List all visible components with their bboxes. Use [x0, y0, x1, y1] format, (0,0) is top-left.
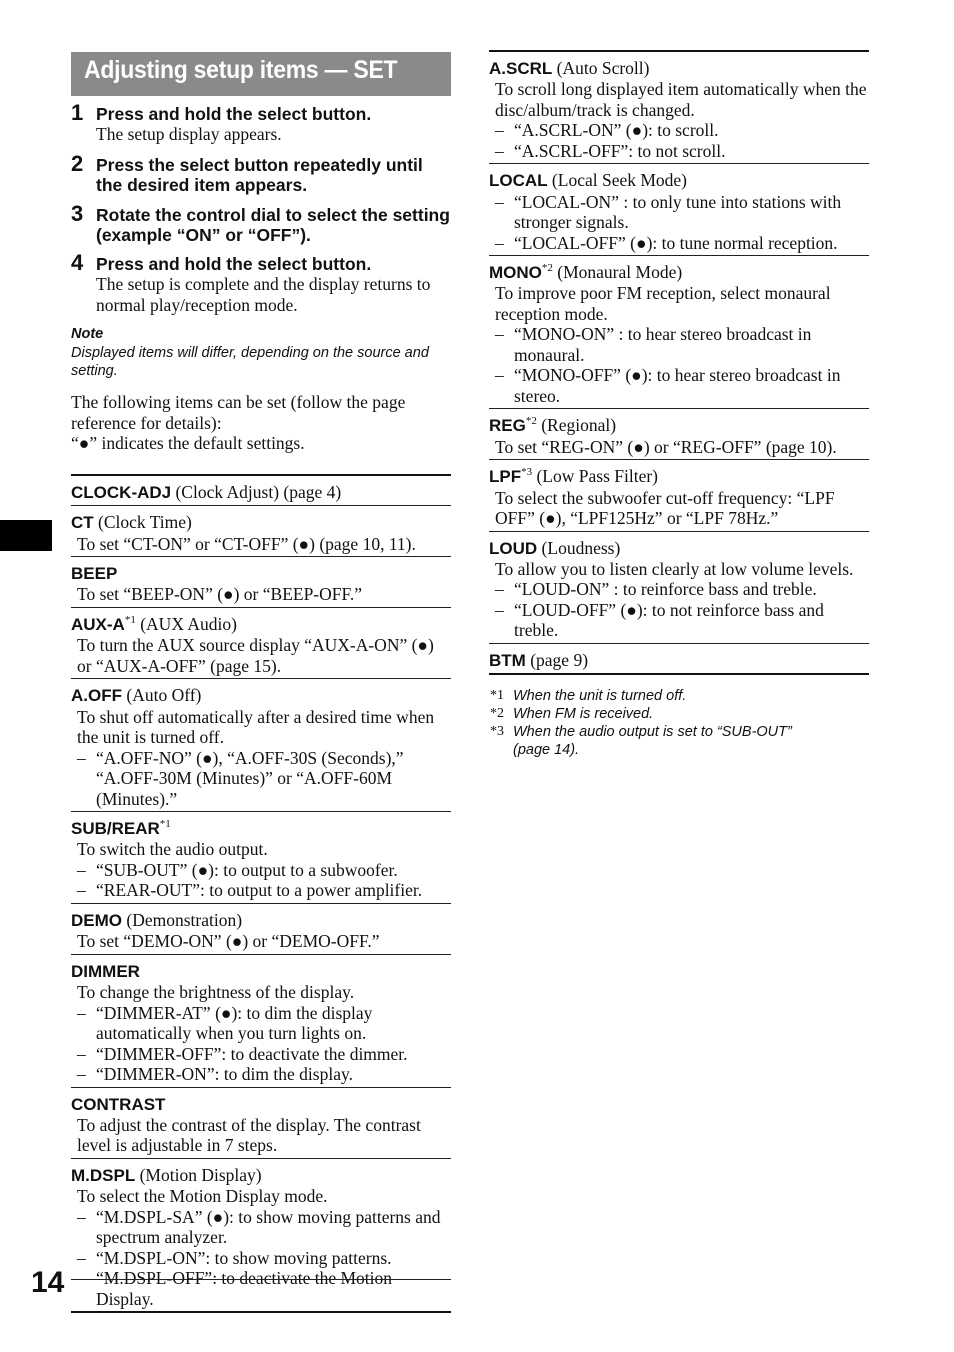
- setup-item: [489, 255, 869, 408]
- section-title: Adjusting setup items — SET: [84, 56, 398, 84]
- setup-item-desc: (Loudness): [541, 537, 621, 558]
- setup-item-option: – “SUB-OUT” (●): to output to a subwoofer.: [77, 860, 451, 881]
- setup-item-description: To set “CT-ON” or “CT-OFF” (●) (page 10, 11).: [77, 533, 416, 554]
- setup-item-heading: [489, 646, 869, 671]
- setup-item: [71, 1087, 451, 1158]
- step-subtext: The setup is complete and the display returns to normal play/reception mode.: [96, 274, 431, 315]
- footnote-ref: *2: [525, 415, 537, 428]
- setup-items-left: [71, 474, 451, 1313]
- setup-item-key: LOUD: [489, 538, 538, 558]
- setup-item-description: To switch the audio output.: [77, 839, 268, 860]
- step-number: 3: [71, 201, 84, 226]
- setup-item-description: To improve poor FM reception, select monaural reception mode.: [495, 283, 831, 324]
- setup-item-desc: (Auto Off): [126, 685, 202, 706]
- setup-item-heading: [71, 508, 451, 533]
- setup-items-right: [489, 50, 869, 675]
- setup-item-heading: [71, 814, 451, 839]
- setup-item-description: To select the Motion Display mode.: [77, 1186, 328, 1207]
- section-title-bar: [71, 52, 451, 96]
- setup-item-key: LOCAL: [489, 171, 548, 191]
- setup-item: [71, 811, 451, 903]
- step-number: 4: [71, 250, 84, 275]
- intro-line: “●” indicates the default settings.: [71, 433, 305, 453]
- setup-item-desc: (AUX Audio): [140, 613, 237, 634]
- setup-item-description: To scroll long displayed item automatically when the disc/album/track is changed.: [495, 79, 867, 120]
- setup-item-key: SUB/REAR: [71, 818, 160, 838]
- setup-item-heading: [489, 411, 869, 436]
- setup-item-option: – “LOCAL-ON” : to only tune into stations with stronger signals.: [495, 192, 869, 233]
- setup-item-key: A.OFF: [71, 686, 122, 706]
- setup-item: [489, 163, 869, 255]
- step-2: [71, 151, 451, 195]
- setup-item-heading: [71, 559, 451, 584]
- setup-item-option: – “M.DSPL-SA” (●): to show moving patterns and spectrum analyzer.: [77, 1207, 451, 1248]
- setup-item-key: DEMO: [71, 910, 122, 930]
- footnote-mark: *1: [490, 688, 504, 703]
- setup-item-desc: (Local Seek Mode): [551, 170, 688, 191]
- setup-item-key: M.DSPL: [71, 1165, 136, 1185]
- setup-item-option: – “LOCAL-OFF” (●): to tune normal reception.: [495, 233, 869, 254]
- setup-item-option: – “LOUD-ON” : to reinforce bass and treble.: [495, 579, 869, 600]
- setup-item-key: LPF: [489, 467, 522, 487]
- side-tab-marker: [0, 520, 52, 551]
- setup-item-key: MONO: [489, 262, 542, 282]
- setup-item-heading: [489, 54, 869, 79]
- footnote: [490, 723, 870, 759]
- page-rule: [71, 1279, 451, 1280]
- setup-item: [71, 556, 451, 607]
- setup-item-heading: [71, 478, 451, 503]
- setup-item-description: To set “BEEP-ON” (●) or “BEEP-OFF.”: [77, 584, 362, 605]
- setup-item-description: To adjust the contrast of the display. The contrast level is adjustable in 7 steps.: [77, 1114, 421, 1156]
- intro-text: [71, 392, 451, 454]
- setup-item-desc: (Auto Scroll): [556, 57, 650, 78]
- setup-item-description: To change the brightness of the display.: [77, 982, 355, 1003]
- setup-item-key: DIMMER: [71, 961, 140, 981]
- setup-item-heading: [71, 1090, 451, 1115]
- setup-item-desc: (Low Pass Filter): [536, 466, 659, 487]
- footnote: [490, 705, 870, 723]
- footnote-text: When the unit is turned off.: [513, 688, 687, 704]
- step-text: Press the select button repeatedly until the desired item appears.: [96, 155, 423, 195]
- setup-item: [71, 954, 451, 1087]
- footnote-ref: *1: [124, 613, 136, 626]
- footnote-ref: *3: [521, 466, 533, 479]
- table-end-rule: [489, 673, 869, 675]
- step-1: [71, 100, 451, 145]
- step-text: Press and hold the select button.: [96, 254, 372, 274]
- step-number: 2: [71, 151, 84, 176]
- setup-item-description: To set “DEMO-ON” (●) or “DEMO-OFF.”: [77, 931, 380, 952]
- setup-item-description: To select the subwoofer cut-off frequency: “LPF OFF” (●), “LPF125Hz” or “LPF 78Hz.”: [495, 487, 835, 529]
- setup-item: [71, 607, 451, 678]
- setup-item-desc: (Clock Time): [98, 512, 192, 533]
- footnote-mark: *2: [490, 706, 504, 721]
- setup-item-heading: [71, 906, 451, 931]
- setup-item-option: – “A.SCRL-ON” (●): to scroll.: [495, 120, 869, 141]
- setup-item-description: To set “REG-ON” (●) or “REG-OFF” (page 10).: [495, 436, 837, 457]
- setup-item-option: – “DIMMER-AT” (●): to dim the display automatically when you turn lights on.: [77, 1003, 451, 1044]
- step-text: Press and hold the select button.: [96, 104, 372, 124]
- setup-item-option: – “DIMMER-OFF”: to deactivate the dimmer.: [77, 1044, 451, 1065]
- setup-item-heading: [71, 610, 451, 635]
- step-number: 1: [71, 100, 84, 125]
- footnote: [490, 687, 870, 705]
- setup-item-desc: (Monaural Mode): [557, 261, 683, 282]
- step-4: [71, 250, 451, 315]
- setup-item-heading: [489, 462, 869, 487]
- page-number: 14: [31, 1266, 65, 1299]
- setup-item-desc: (Motion Display): [139, 1164, 262, 1185]
- setup-item-heading: [489, 166, 869, 191]
- note-heading: Note: [71, 326, 104, 342]
- note-text: Displayed items will differ, depending on the source and setting.: [71, 345, 429, 379]
- setup-item-key: CT: [71, 513, 94, 533]
- setup-item: [71, 903, 451, 954]
- setup-item: [71, 474, 451, 505]
- setup-item: [489, 531, 869, 643]
- footnote-mark: *3: [490, 724, 504, 739]
- setup-item-key: AUX-A: [71, 614, 125, 634]
- setup-item-heading: [71, 681, 451, 706]
- setup-item-desc: (Clock Adjust) (page 4): [175, 481, 342, 502]
- setup-item: [489, 50, 869, 163]
- setup-item: [489, 459, 869, 530]
- setup-item-key: CLOCK-ADJ: [71, 482, 172, 502]
- setup-item-option: – “MONO-ON” : to hear stereo broadcast in monaural.: [495, 324, 869, 365]
- step-text: Rotate the control dial to select the setting (example “ON” or “OFF”).: [96, 205, 450, 245]
- setup-item-desc: (Demonstration): [126, 909, 243, 930]
- setup-item-key: A.SCRL: [489, 58, 553, 78]
- setup-item-key: BTM: [489, 650, 526, 670]
- setup-item: [71, 678, 451, 811]
- setup-item-description: To allow you to listen clearly at low volume levels.: [495, 558, 854, 579]
- footnote-text: When FM is received.: [513, 706, 654, 722]
- intro-line: The following items can be set (follow the page reference for details):: [71, 392, 406, 433]
- setup-item-heading: [489, 258, 869, 283]
- setup-item: [71, 1158, 451, 1311]
- setup-item: [489, 643, 869, 673]
- setup-item-option: – “DIMMER-ON”: to dim the display.: [77, 1064, 451, 1085]
- setup-item-option: – “LOUD-OFF” (●): to not reinforce bass and treble.: [495, 600, 869, 641]
- table-end-rule: [71, 1311, 451, 1313]
- setup-item-desc: (Regional): [541, 415, 617, 436]
- footnote-ref: *1: [159, 818, 171, 831]
- setup-item-option: – “M.DSPL-ON”: to show moving patterns.: [77, 1248, 451, 1269]
- setup-item: [71, 505, 451, 556]
- setup-item-option: – “MONO-OFF” (●): to hear stereo broadcast in stereo.: [495, 365, 869, 406]
- setup-item-option: – “A.SCRL-OFF”: to not scroll.: [495, 141, 869, 162]
- setup-item-option: – “A.OFF-NO” (●), “A.OFF-30S (Seconds),” “A.OFF-30M (Minutes)” or “A.OFF-60M (Minutes).”: [77, 748, 451, 810]
- setup-item-description: To shut off automatically after a desired time when the unit is turned off.: [77, 706, 435, 748]
- setup-item-option: – “M.DSPL-OFF”: to deactivate the Motion Display.: [77, 1268, 451, 1309]
- setup-item-option: – “REAR-OUT”: to output to a power amplifier.: [77, 880, 451, 901]
- setup-item-desc: (page 9): [530, 649, 589, 670]
- setup-item-key: BEEP: [71, 563, 118, 583]
- setup-item-key: REG: [489, 416, 526, 436]
- footnote-text: When the audio output is set to “SUB-OUT” (page 14).: [513, 724, 792, 758]
- setup-item-key: CONTRAST: [71, 1094, 166, 1114]
- step-3: [71, 201, 451, 245]
- setup-item-heading: [489, 534, 869, 559]
- footnote-ref: *2: [541, 262, 553, 275]
- setup-item-heading: [71, 1161, 451, 1186]
- setup-item: [489, 408, 869, 459]
- setup-item-description: To turn the AUX source display “AUX-A-ON” (●) or “AUX-A-OFF” (page 15).: [77, 635, 434, 676]
- setup-item-heading: [71, 957, 451, 982]
- step-subtext: The setup display appears.: [96, 124, 282, 144]
